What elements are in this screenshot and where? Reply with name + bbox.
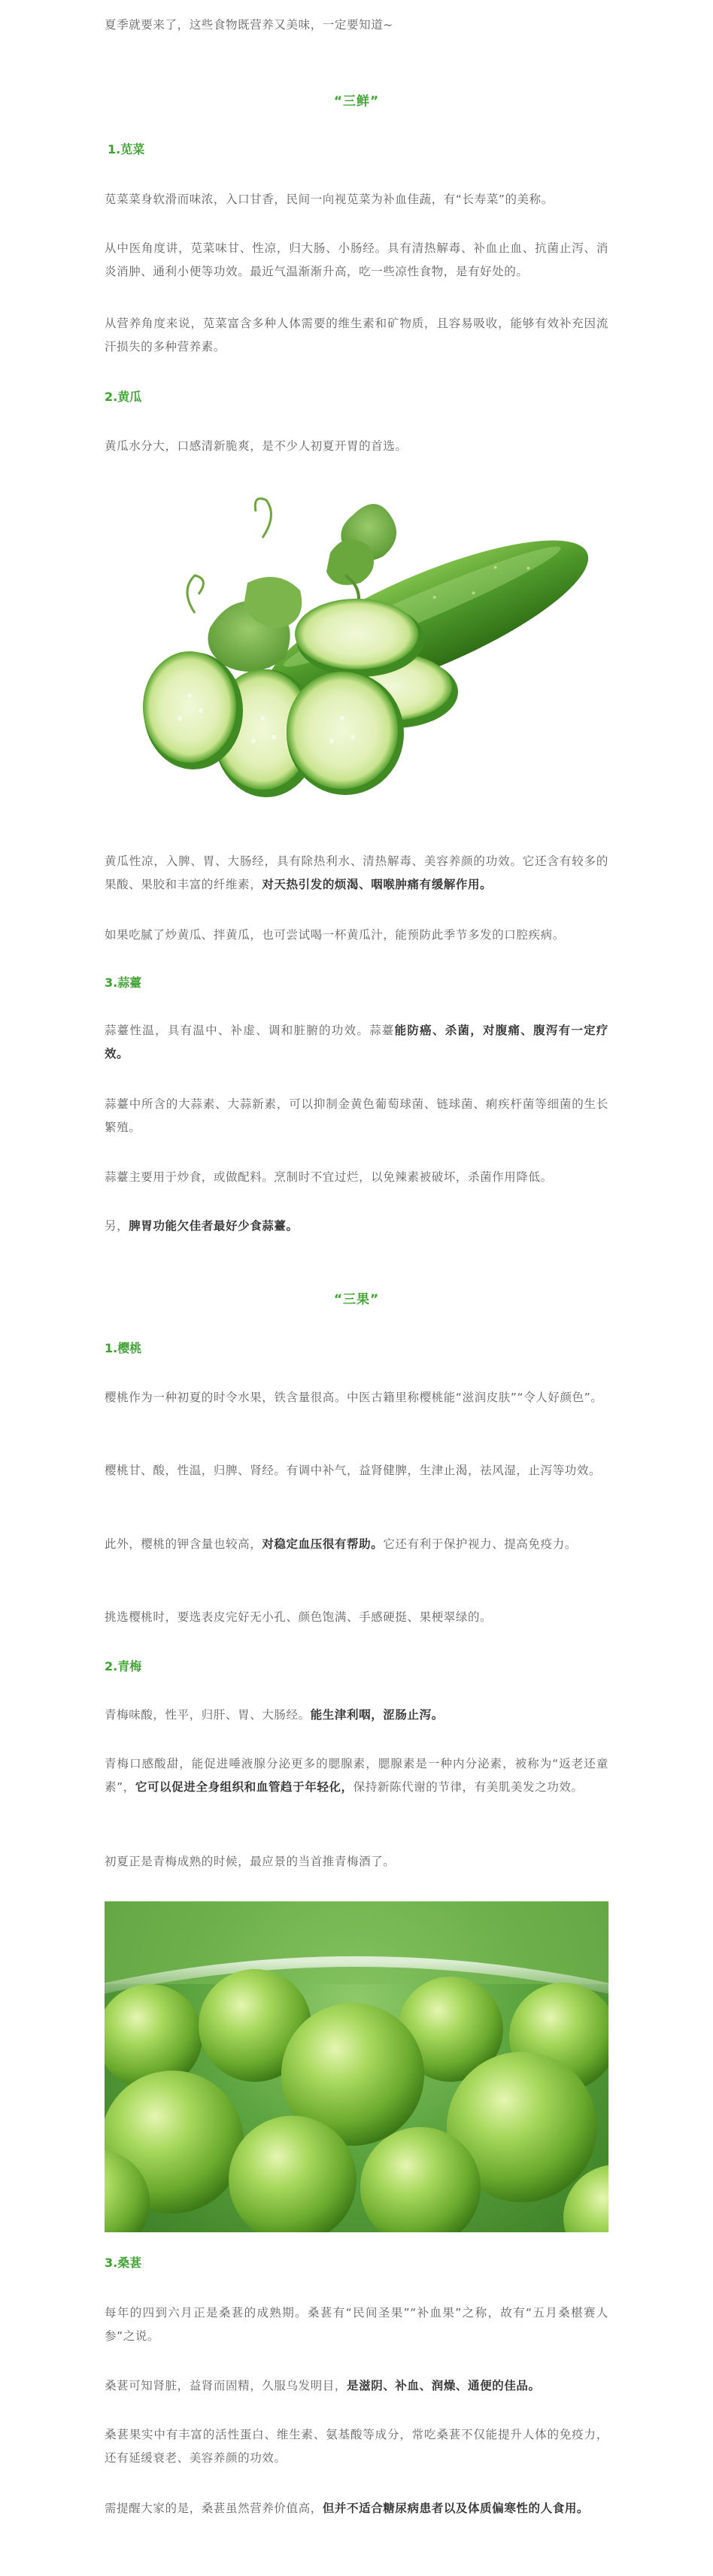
cucumber-para-2: 黄瓜性凉，入脾、胃、大肠经，具有除热利水、清热解毒、美容养颜的功效。它还含有较多的果酸、果胶和丰富的纤维素，对天热引发的烦渴、咽喉肿痛有缓解作用。	[105, 854, 608, 891]
garlic-para-1: 蒜薹性温，具有温中、补虚、调和脏腑的功效。蒜薹能防癌、杀菌，对腹痛、腹泻有一定疗效。	[105, 1024, 609, 1060]
cucumber-para-1: 黄瓜水分大，口感清新脆爽，是不少人初夏开胃的首选。	[105, 439, 408, 453]
subtitle-amaranth: 1.苋菜	[108, 142, 145, 156]
subtitle-garlic-scape: 3.蒜薹	[105, 975, 142, 990]
plum-para-3: 初夏正是青梅成熟的时候，最应景的当首推青梅酒了。	[105, 1855, 396, 1868]
mulberry-para-3: 桑葚果实中有丰富的活性蛋白、维生素、氨基酸等成分，常吃桑葚不仅能提升人体的免疫力，还有延缓衰老、美容养颜的功效。	[105, 2428, 608, 2465]
subtitle-cherry: 1.樱桃	[105, 1341, 142, 1355]
intro-text: 夏季就要来了，这些食物既营养又美味，一定要知道~	[105, 18, 393, 32]
subtitle-green-plum: 2.青梅	[105, 1659, 142, 1673]
cucumber-slices	[143, 599, 458, 797]
garlic-para-4: 另，脾胃功能欠佳者最好少食蒜薹。	[105, 1219, 299, 1233]
plum-fruits	[105, 1969, 608, 2232]
subtitle-mulberry: 3.桑葚	[105, 2256, 142, 2270]
mulberry-para-1: 每年的四到六月正是桑葚的成熟期。桑葚有“民间圣果”“补血果”之称，故有“五月桑椹赛人参”之说。	[105, 2306, 608, 2343]
cherry-para-3: 此外，樱桃的钾含量也较高，对稳定血压很有帮助。它还有利于保护视力、提高免疫力。	[105, 1537, 577, 1551]
garlic-para-2: 蒜薹中所含的大蒜素、大蒜新素，可以抑制金黄色葡萄球菌、链球菌、痢疾杆菌等细菌的生长繁殖。	[105, 1097, 608, 1134]
amaranth-para-3: 从营养角度来说，苋菜富含多种人体需要的维生素和矿物质，且容易吸收，能够有效补充因流汗损失的多种营养素。	[105, 317, 608, 353]
cucumber-illustration	[105, 485, 608, 827]
section-title-three-fruits: “三果”	[333, 1292, 380, 1307]
plum-para-2: 青梅口感酸甜，能促进唾液腺分泌更多的腮腺素，腮腺素是一种内分泌素，被称为“返老还童素”，它可以促进全身组织和血管趋于年轻化，保持新陈代谢的节律，有美肌美发之功效。	[105, 1757, 608, 1794]
section-title-three-fresh: “三鲜”	[333, 94, 380, 109]
green-plum-illustration	[105, 1901, 608, 2232]
amaranth-para-1: 苋菜菜身软滑而味浓，入口甘香，民间一向视苋菜为补血佳蔬，有“长寿菜”的美称。	[105, 193, 554, 206]
mulberry-para-2: 桑葚可知肾脏，益肾而固精，久服乌发明目，是滋阴、补血、润燥、通便的佳品。	[105, 2379, 541, 2392]
subtitle-cucumber: 2.黄瓜	[105, 390, 142, 404]
cherry-para-2: 樱桃甘、酸，性温，归脾、肾经。有调中补气，益肾健脾，生津止渴，祛风湿，止泻等功效。	[105, 1464, 602, 1477]
cherry-para-4: 挑选樱桃时，要选表皮完好无小孔、颜色饱满、手感硬挺、果梗翠绿的。	[105, 1610, 493, 1624]
amaranth-para-2: 从中医角度讲，苋菜味甘、性凉，归大肠、小肠经。具有清热解毒、补血止血、抗菌止泻、消炎消肿、通利小便等功效。最近气温渐渐升高，吃一些凉性食物，是有好处的。	[105, 241, 608, 278]
cherry-para-1: 樱桃作为一种初夏的时令水果，铁含量很高。中医古籍里称樱桃能“滋润皮肤”“令人好颜色”。	[105, 1391, 603, 1404]
garlic-para-3: 蒜薹主要用于炒食，或做配料。烹制时不宜过烂，以免辣素被破坏，杀菌作用降低。	[105, 1170, 553, 1184]
plum-para-1: 青梅味酸，性平，归肝、胃、大肠经。能生津利咽，涩肠止泻。	[105, 1708, 444, 1722]
cucumber-image	[105, 485, 608, 827]
cucumber-para-3: 如果吃腻了炒黄瓜、拌黄瓜，也可尝试喝一杯黄瓜汁，能预防此季节多发的口腔疾病。	[105, 928, 565, 942]
mulberry-para-4: 需提醒大家的是，桑葚虽然营养价值高，但并不适合糖尿病患者以及体质偏寒性的人食用。	[105, 2502, 590, 2515]
green-plum-image	[105, 1901, 608, 2232]
